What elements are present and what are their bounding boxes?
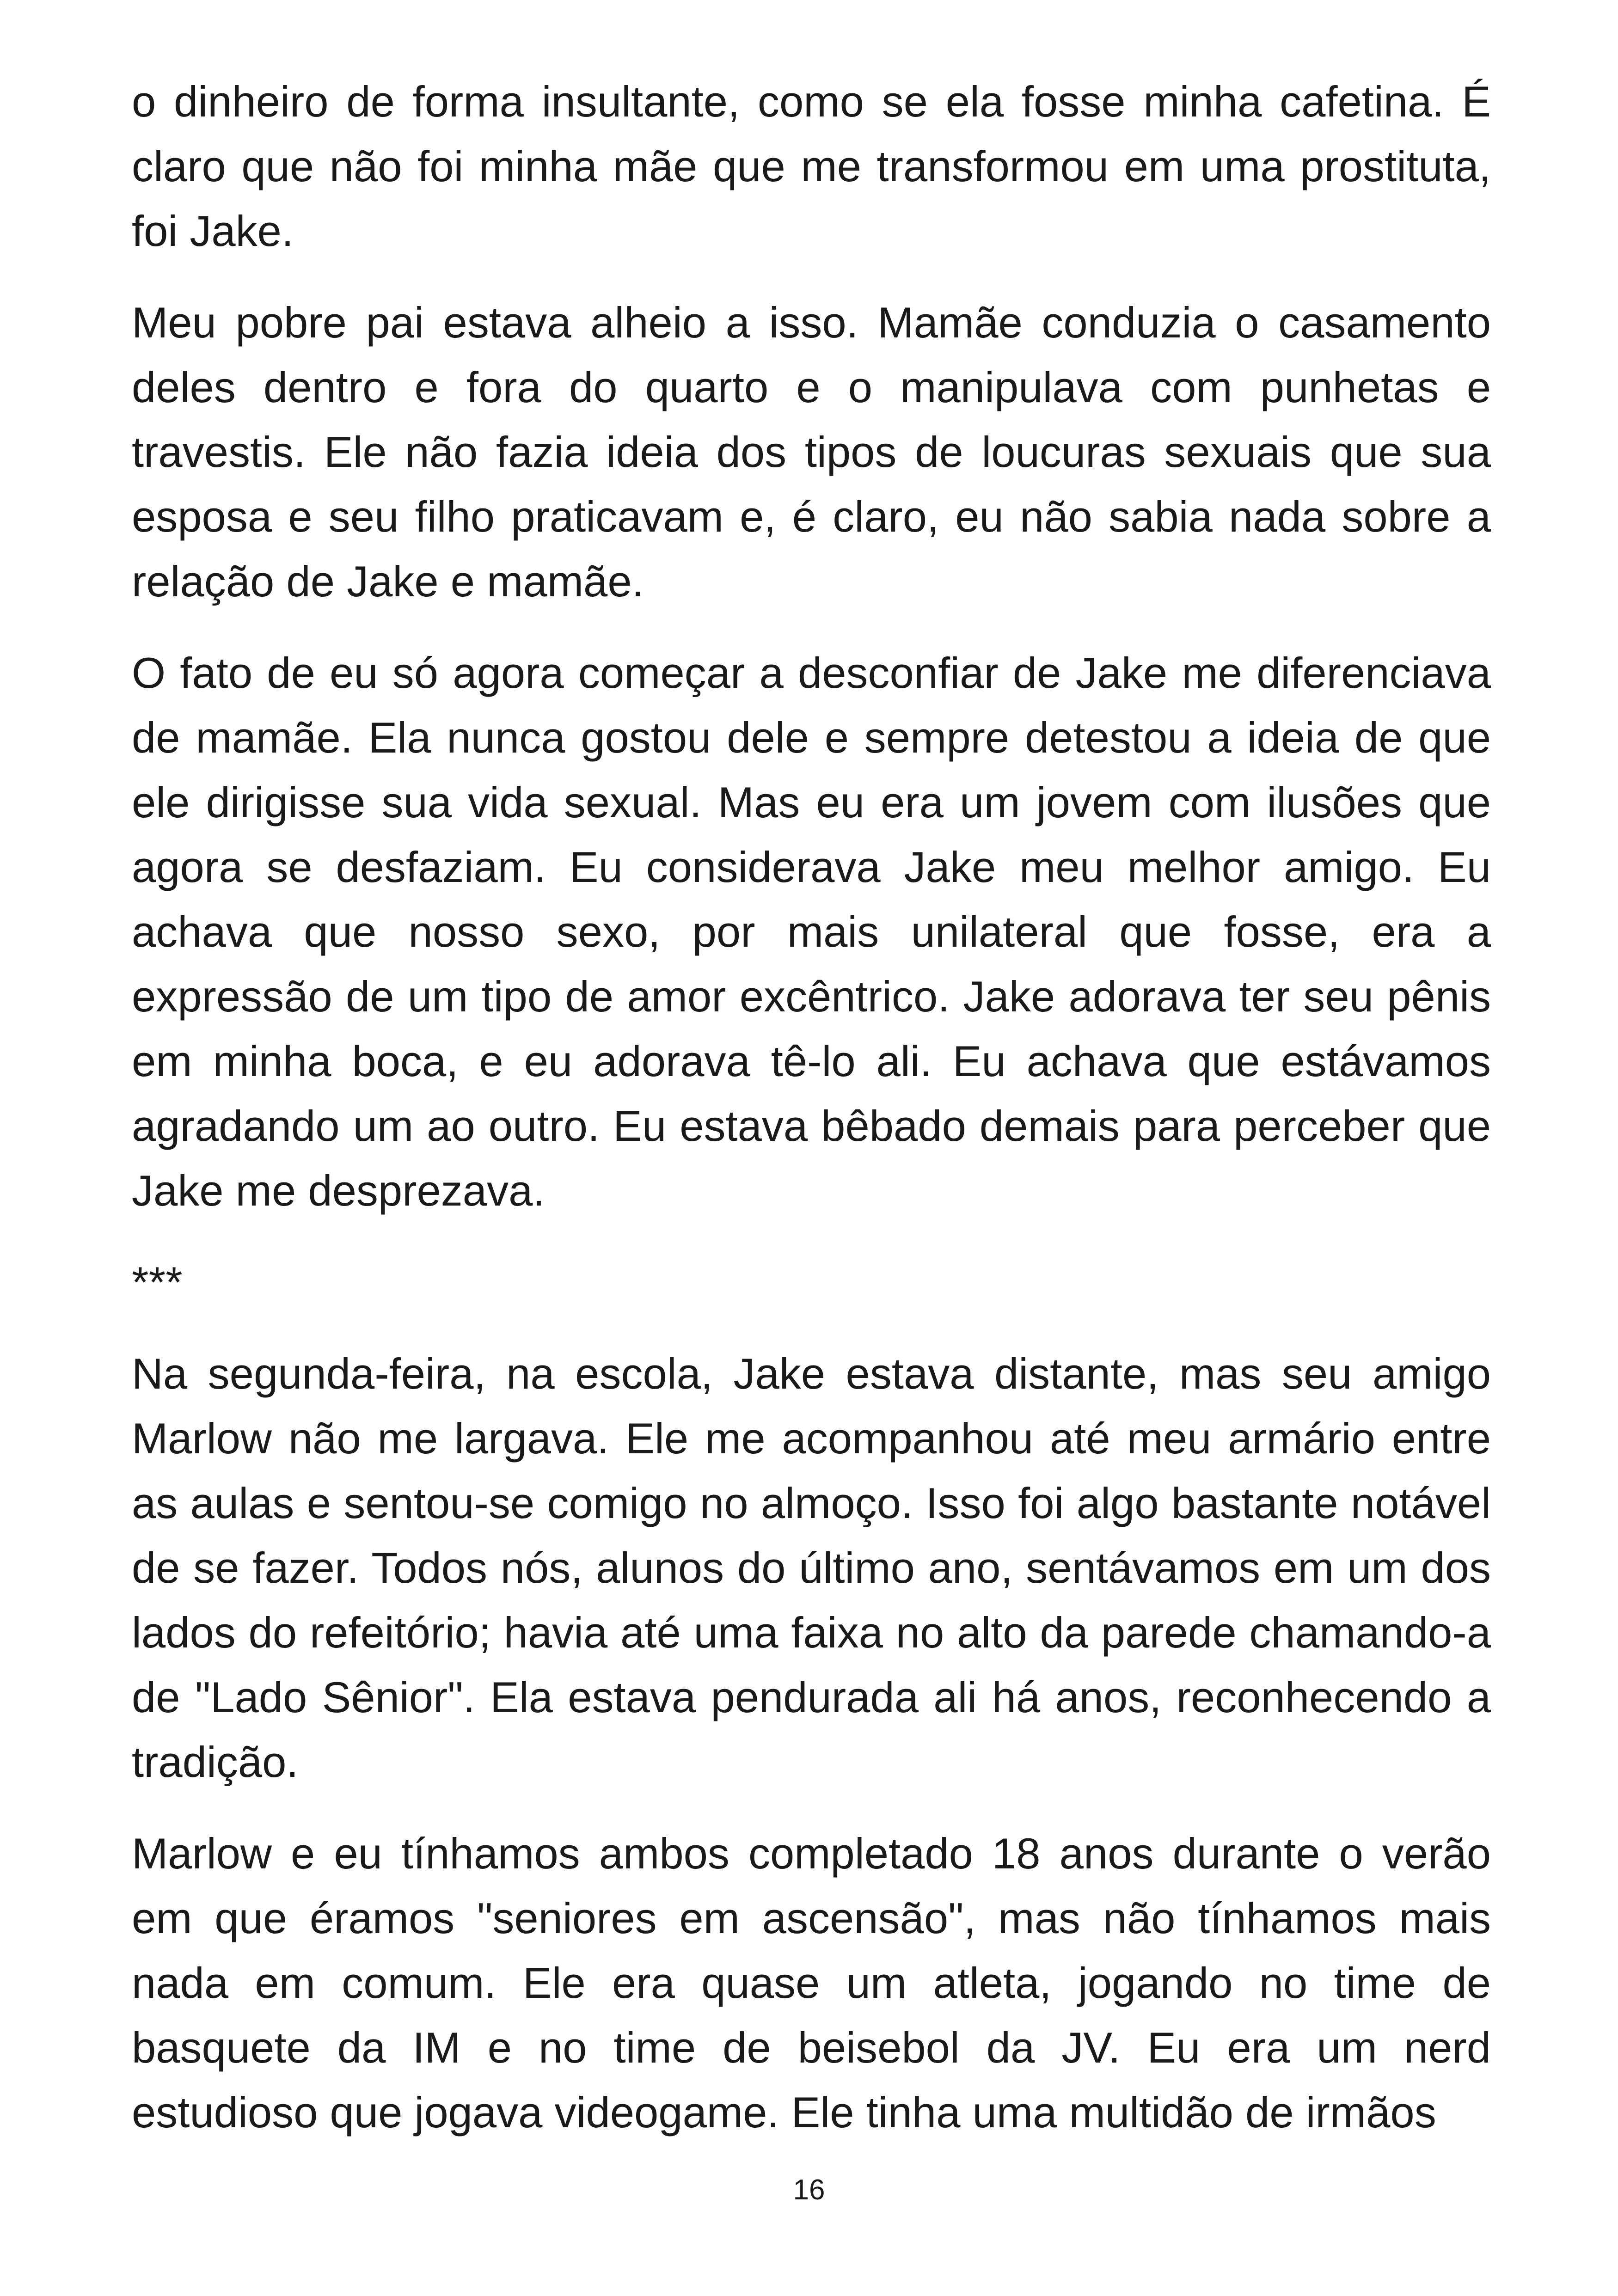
paragraph-4: Na segunda-feira, na escola, Jake estava distante, mas seu amigo Marlow não me largava. Ele me acompanhou até meu armário entre as aulas e sentou-se comigo no almoço. Isso foi algo bastante notável de se fazer. Todos nós, alunos do último ano, sentávamos em um dos lados do refeitório; havia até uma faixa no alto da parede chamando-a de "Lado Sênior". Ela estava pendurada ali há anos, reconhecendo a tradição. xyxy=(132,1349,1491,1786)
paragraph-5: Marlow e eu tínhamos ambos completado 18 anos durante o verão em que éramos "seniores em ascensão", mas não tínhamos mais nada em comum. Ele era quase um atleta, jogando no time de basquete da IM e no time de beisebol da JV. Eu era um nerd estudioso que jogava videogame. Ele tinha uma multidão de irmãos xyxy=(132,1829,1491,2137)
page-number: 16 xyxy=(793,2174,825,2206)
body-text xyxy=(132,69,1491,2145)
section-separator: *** xyxy=(132,1258,183,1306)
paragraph-1: o dinheiro de forma insultante, como se ela fosse minha cafetina. É claro que não foi minha mãe que me transformou em uma prostituta, foi Jake. xyxy=(132,77,1491,255)
paragraph-2: Meu pobre pai estava alheio a isso. Mamãe conduzia o casamento deles dentro e fora do quarto e o manipulava com punhetas e travestis. Ele não fazia ideia dos tipos de loucuras sexuais que sua esposa e seu filho praticavam e, é claro, eu não sabia nada sobre a relação de Jake e mamãe. xyxy=(132,298,1491,606)
paragraph-3: O fato de eu só agora começar a desconfiar de Jake me diferenciava de mamãe. Ela nunca gostou dele e sempre detestou a ideia de que ele dirigisse sua vida sexual. Mas eu era um jovem com ilusões que agora se desfaziam. Eu considerava Jake meu melhor amigo. Eu achava que nosso sexo, por mais unilateral que fosse, era a expressão de um tipo de amor excêntrico. Jake adorava ter seu pênis em minha boca, e eu adorava tê-lo ali. Eu achava que estávamos agradando um ao outro. Eu estava bêbado demais para perceber que Jake me desprezava. xyxy=(132,649,1491,1215)
